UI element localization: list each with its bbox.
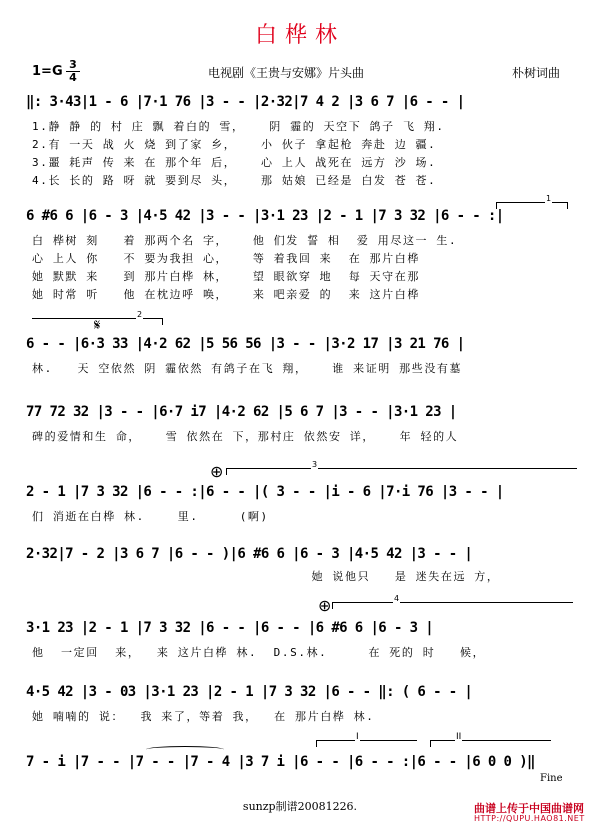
notation-line: ‖: 3·43|1 - 6 |7·1 76 |3 - - |2·32|7 4 2 |3 6 7 |6 - - | (26, 94, 465, 110)
lyric-line: 碑的爱情和生 命， 雪 依然在 下，那村庄 依然安 详， 年 轻的人 (32, 430, 459, 443)
volta-bracket-1 (496, 194, 568, 209)
lyric-line: 林. 天 空依然 阴 霾依然 有鸽子在飞 翔， 谁 来证明 那些没有墓 (32, 362, 463, 375)
notation-line: 2·32|7 - 2 |3 6 7 |6 - - )|6 #6 6 |6 - 3 |4·5 42 |3 - - | (26, 546, 473, 562)
score-system-4 (26, 404, 578, 444)
score-system-8 (26, 684, 578, 724)
volta-number: 1 (546, 194, 552, 203)
score-system-1 (26, 94, 578, 187)
lyric-line: 他 一定回 来， 来 这片白桦 林. D.S.林. 在 死的 时 候， (32, 646, 486, 659)
volta-number: 2 (137, 310, 143, 319)
song-title: 白桦林 (254, 23, 345, 48)
ending-number: I (356, 732, 359, 742)
lyric-line: 她 说他只 是 迷失在远 方， (32, 570, 500, 583)
ending-number: II (456, 732, 462, 742)
time-signature (66, 60, 80, 83)
score-system-5 (26, 460, 578, 524)
key-signature: 1=G (32, 64, 63, 79)
notation-line: 6 #6 6 |6 - 3 |4·5 42 |3 - - |3·1 23 |2 - 1 |7 3 32 |6 - - :| (26, 208, 504, 224)
volta-bracket-4 (332, 594, 573, 609)
notation-line: 3·1 23 |2 - 1 |7 3 32 |6 - - |6 - - |6 #6 6 |6 - 3 | (26, 620, 434, 636)
notation-line: 77 72 32 |3 - - |6·7 i7 |4·2 62 |5 6 7 |3 - - |3·1 23 | (26, 404, 457, 420)
coda-icon: ⊕ (318, 596, 332, 615)
fine-mark: Fine (540, 773, 563, 784)
lyric-line-verse-2: 2.有 一天 战 火 烧 到了家 乡， 小 伙子 拿起枪 奔赴 边 疆. (32, 138, 437, 151)
notation-line: 6 - - |6·3 33 |4·2 62 |5 56 56 |3 - - |3·2 17 |3 21 76 | (26, 336, 465, 352)
score-system-2 (26, 194, 578, 301)
coda-icon: ⊕ (210, 462, 224, 481)
transcriber-footer: sunzp制谱20081226. (242, 800, 358, 813)
tie-slur (146, 746, 224, 753)
notation-line: 2 - 1 |7 3 32 |6 - - :|6 - - |( 3 - - |i - 6 |7·i 76 |3 - - | (26, 484, 504, 500)
lyric-line-verse-3: 3.噩 耗声 传 来 在 那个年 后， 心 上人 战死在 远方 沙 场. (32, 156, 437, 169)
segno-icon: 𝄋 (94, 316, 101, 334)
ending-bracket-1 (316, 732, 417, 747)
volta-bracket-3 (226, 460, 577, 475)
lyric-line: 们 消逝在白桦 林. 里. (啊) (32, 510, 269, 523)
notation-line: 7 - i |7 - - |7 - - |7 - 4 |3 7 i |6 - - |6 - - :|6 - - |6 0 0 )‖ (26, 754, 535, 770)
volta-number: 3 (312, 460, 318, 469)
lyric-line: 她 喃喃的 说： 我 来了，等着 我， 在 那片白桦 林. (32, 710, 375, 723)
lyric-line-verse-1: 白 桦树 刻 着 那两个名 字， 他 们发 誓 相 爱 用尽这一 生. (32, 234, 458, 247)
watermark-title: 曲谱上传于中国曲谱网 (474, 802, 584, 815)
score-system-3 (26, 310, 578, 376)
lyric-line-verse-4: 4.长 长的 路 呀 就 要到尽 头， 那 姑娘 已经是 白发 苍 苍. (32, 174, 437, 187)
lyric-line-verse-1: 1.静 静 的 村 庄 飘 着白的 雪， 阴 霾的 天空下 鸽子 飞 翔. (32, 120, 445, 133)
lyric-line-verse-4: 她 时常 听 他 在枕边呼 唤， 来 吧亲爱 的 来 这片白桦 (32, 288, 420, 301)
lyric-line-verse-3: 她 默默 来 到 那片白桦 林， 望 眼欲穿 地 每 天守在那 (32, 270, 420, 283)
ending-bracket-2 (430, 732, 551, 747)
score-system-9 (26, 732, 578, 784)
time-signature-top: 3 (69, 58, 77, 71)
song-credit: 朴树词曲 (512, 66, 561, 80)
watermark-url: HTTP://QUPU.HAO81.NET (474, 814, 585, 823)
score-system-6 (26, 546, 578, 586)
lyric-line-verse-2: 心 上人 你 不 要为我担 心， 等 着我回 来 在 那片白桦 (32, 252, 420, 265)
notation-line: 4·5 42 |3 - 03 |3·1 23 |2 - 1 |7 3 32 |6 - - ‖: ( 6 - - | (26, 684, 473, 700)
time-signature-bottom: 4 (69, 71, 77, 84)
song-subtitle: 电视剧《王贵与安娜》片头曲 (208, 66, 365, 80)
score-system-7 (26, 594, 578, 660)
volta-number: 4 (394, 594, 400, 603)
